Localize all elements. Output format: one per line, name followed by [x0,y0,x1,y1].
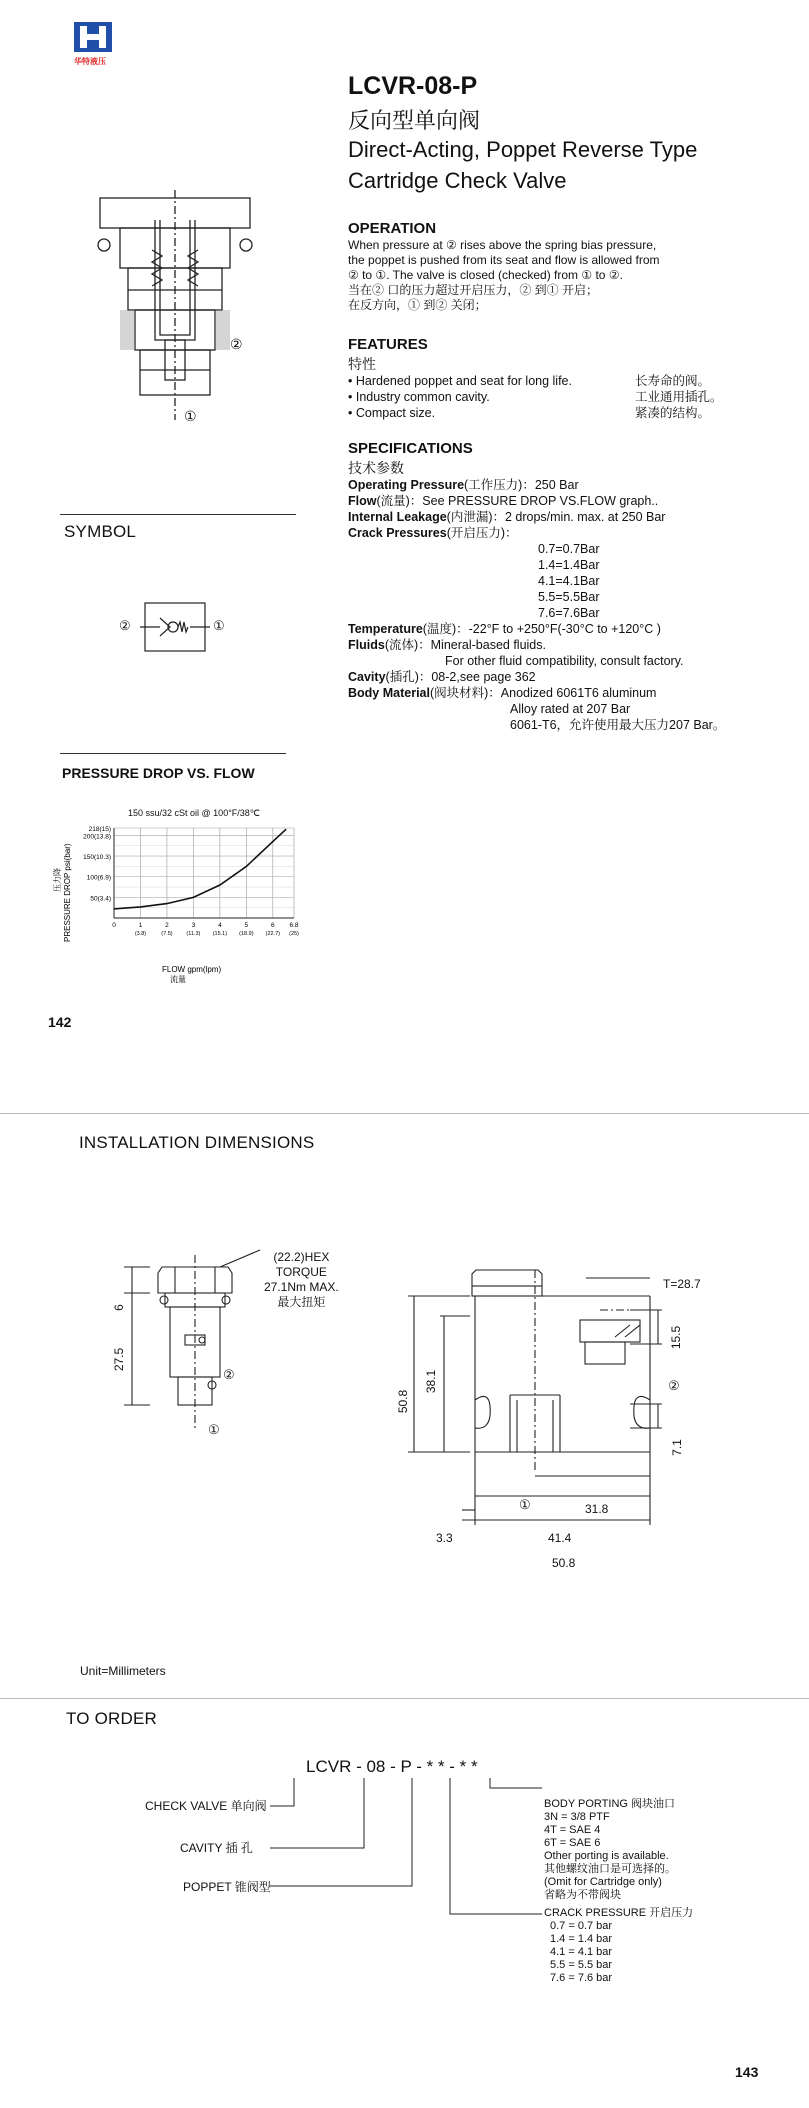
x-tick-label: 2 [165,922,169,929]
y-tick-label: 150(10.3) [83,854,111,862]
spec-leakage: Internal Leakage(内泄漏)：2 drops/min. max. at 250 Bar [348,510,666,524]
y-tick-label: 218(15) [88,826,111,833]
hex-note: (22.2)HEX TORQUE 27.1Nm MAX. 最大扭矩 [264,1250,339,1309]
order-poppet: POPPET 锥阀型 [183,1880,271,1894]
chart-xlabel-cn: 流量 [170,975,186,984]
dim-6: 6 [111,1304,126,1311]
pd-note: 150 ssu/32 cSt oil @ 100°F/38℃ [128,808,260,818]
valve-section-drawing [90,190,260,435]
symbol-rule [60,514,296,515]
operation-line: 在反方向，① 到② 关闭； [348,298,487,312]
spec-body-3: 6061-T6，允许使用最大压力207 Bar。 [510,718,726,732]
features-list [348,373,723,421]
page-number-left: 142 [48,1014,72,1030]
x-tick-label: 1 [138,922,143,929]
specs-heading-cn: 技术参数 [348,460,404,476]
order-code: LCVR - 08 - P - * * - * * [306,1757,478,1776]
spec-cavity: Cavity(插孔)：08-2,see page 362 [348,670,536,684]
chart-series [114,829,286,909]
x-tick-sublabel: (3.8) [134,931,147,937]
title-cn: 反向型单向阀 [348,108,481,133]
dim-15-5: 15.5 [669,1325,684,1350]
dim-50-8-v: 50.8 [396,1389,411,1414]
spec-fluids-2: For other fluid compatibility, consult factory. [445,654,684,668]
operation-line: the poppet is pushed from its seat and flow is allowed from [348,253,660,267]
x-tick-sublabel: (22.7) [265,931,281,937]
x-tick-label: 3 [191,922,196,929]
operation-text [348,238,748,313]
order-leader-lines [270,1776,530,1916]
operation-line: When pressure at ② rises above the spring bias pressure, [348,238,657,252]
x-tick-label: 5 [244,922,249,929]
specs-heading: SPECIFICATIONS [348,440,473,457]
chart-x-ticks [112,922,299,937]
dim-t: T=28.7 [663,1277,701,1291]
x-tick-label: 0 [112,922,116,929]
x-tick-sublabel: (25) [289,931,299,937]
chart-grid [114,828,294,918]
chart-xlabel: FLOW gpm(lpm) [162,965,222,974]
y-tick-label: 200(13.8) [83,833,111,841]
feature-item: • Compact size. 紧凑的结构。 [348,406,711,420]
operation-line: 当在② 口的压力超过开启压力，② 到① 开启； [348,283,599,297]
section-port-1: ① [184,408,197,424]
chart-y-ticks [83,826,111,902]
install-heading: INSTALLATION DIMENSIONS [79,1133,315,1152]
logo-text: 华特液压 [74,57,106,66]
x-tick-sublabel: (7.5) [161,931,173,937]
x-tick-sublabel: (15.1) [212,931,228,937]
spec-crack: Crack Pressures(开启压力)： [348,526,518,540]
company-logo [74,22,112,66]
operation-line: ② to ①. The valve is closed (checked) from ① to ②. [348,268,623,282]
pd-rule [60,753,286,754]
x-tick-sublabel: (18.9) [239,931,254,937]
order-body-porting: BODY PORTING 阀块油口 3N = 3/8 PTF 4T = SAE 4 6T = SAE 6 Other porting is available. 其他螺纹油口是可选择的。 (Omit for Cartridge only) 省略为不带阀块 [544,1798,676,1901]
pd-heading: PRESSURE DROP VS. FLOW [62,765,255,781]
specs-list [348,477,788,733]
operation-heading: OPERATION [348,220,437,237]
title-en-1: Direct-Acting, Poppet Reverse Type [348,137,698,162]
cart-port-2: ② [223,1367,235,1382]
dim-27-5: 27.5 [112,1347,127,1372]
chart-ylabel: PRESSURE DROP psi(bar) [63,843,72,942]
spec-body-2: Alloy rated at 207 Bar [510,702,631,716]
symbol-port-2: ② [119,618,131,633]
spec-temperature: Temperature(温度)：-22°F to +250°F(-30°C to +120°C ) [348,622,661,636]
y-tick-label: 100(6.9) [86,874,111,882]
spec-fluids: Fluids(流体)：Mineral-based fluids. [348,638,546,652]
pressure-drop-chart [54,820,314,995]
spec-crack-list: 0.7=0.7Bar 1.4=1.4Bar 4.1=4.1Bar 5.5=5.5Bar 7.6=7.6Bar [538,542,600,620]
section-port-2: ② [230,336,243,352]
cartridge-dimension-drawing [110,1255,280,1445]
dim-31-8: 31.8 [585,1502,609,1516]
spec-flow: Flow(流量)：See PRESSURE DROP VS.FLOW graph.. [348,494,659,508]
check-valve-symbol [140,598,210,658]
order-check-valve: CHECK VALVE 单向阀 [145,1799,267,1813]
title-en-2: Cartridge Check Valve [348,168,567,193]
symbol-port-1: ① [213,618,225,633]
series-line [114,829,286,909]
cart-port-1: ① [208,1422,220,1437]
dim-38-1: 38.1 [424,1369,439,1394]
model-number: LCVR-08-P [348,72,478,100]
x-tick-label: 4 [218,922,222,929]
features-heading: FEATURES [348,336,428,353]
chart-ylabel-cn: 压力降 [53,868,62,892]
spec-body: Body Material(阀块材料)：Anodized 6061T6 aluminum [348,686,657,700]
cav-port-2: ② [668,1378,680,1393]
spec-operating-pressure: Operating Pressure(工作压力)：250 Bar [348,478,579,492]
chart-axes [114,828,294,918]
symbol-heading: SYMBOL [64,522,137,541]
dim-7-1: 7.1 [669,1439,684,1456]
order-divider [0,1698,809,1699]
x-tick-label: 6 [271,922,275,929]
x-tick-sublabel: (11.3) [186,931,201,937]
features-heading-cn: 特性 [348,356,376,372]
page-divider [0,1113,809,1114]
feature-item: • Industry common cavity. 工业通用插孔。 [348,390,723,404]
dim-41-4: 41.4 [548,1531,572,1545]
page-number-right: 143 [735,2064,759,2080]
x-tick-label: 6.8 [289,922,299,929]
order-cavity: CAVITY 插 孔 [180,1841,253,1855]
order-crack-pressure: CRACK PRESSURE 开启压力 0.7 = 0.7 bar 1.4 = 1.4 bar 4.1 = 4.1 bar 5.5 = 5.5 bar 7.6 = 7.6 bar [544,1907,694,1984]
y-tick-label: 50(3.4) [90,895,111,903]
dim-3-3: 3.3 [436,1531,453,1545]
order-heading: TO ORDER [66,1709,158,1728]
feature-item: • Hardened poppet and seat for long life. 长寿命的阀。 [348,374,711,388]
dim-50-8-h: 50.8 [552,1556,576,1570]
unit-note: Unit=Millimeters [80,1664,166,1678]
cav-port-1: ① [519,1497,531,1512]
